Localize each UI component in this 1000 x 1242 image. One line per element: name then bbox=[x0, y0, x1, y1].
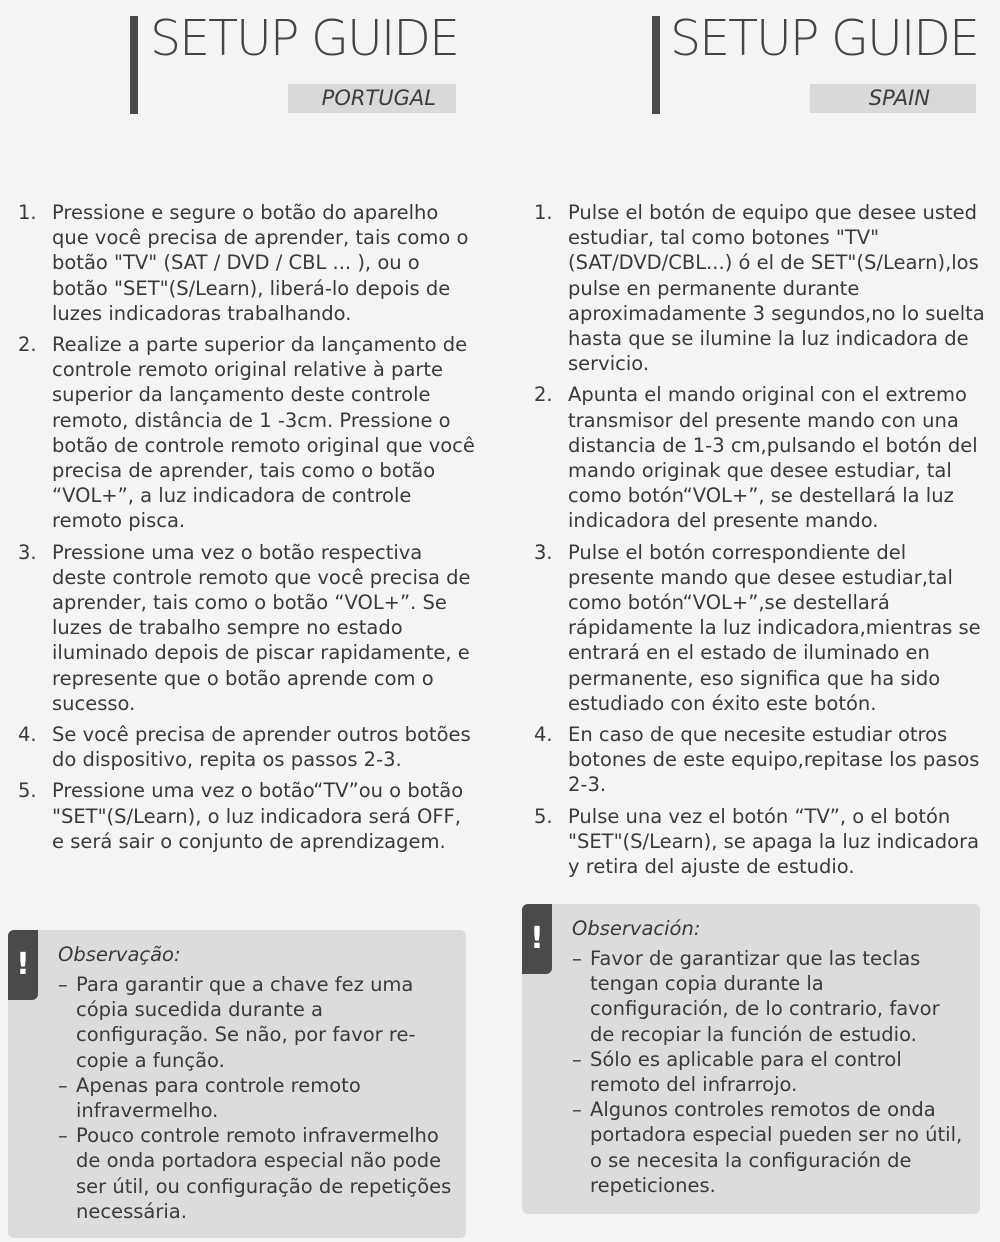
country-label: PORTUGAL bbox=[288, 84, 456, 113]
step-item bbox=[534, 382, 994, 533]
portugal-header bbox=[0, 0, 500, 150]
step-number: 4. bbox=[18, 723, 37, 747]
steps-list bbox=[534, 200, 994, 885]
step-number: 5. bbox=[534, 804, 553, 828]
note-title: Observação: bbox=[58, 943, 181, 966]
portugal-guide bbox=[0, 0, 500, 1223]
step-number: 2. bbox=[534, 383, 553, 407]
step-item bbox=[18, 778, 478, 854]
country-label: SPAIN bbox=[810, 84, 976, 113]
step-item bbox=[534, 540, 994, 716]
spain-header bbox=[516, 0, 1000, 150]
steps-list bbox=[18, 200, 478, 860]
note-text: Sólo es aplicable para el control remoto del infrarrojo. bbox=[590, 1047, 902, 1097]
step-number: 2. bbox=[18, 333, 37, 357]
step-item bbox=[534, 722, 994, 798]
title-accent-bar bbox=[130, 16, 138, 114]
step-text: Pressione uma vez o botão respectiva deste controle remoto que você precisa de aprender, tais como o botão “VOL+”. Se luzes de trabalho sempre no estado iluminado depois de piscar rapidamente, e represente que o botão aprende com o sucesso. bbox=[52, 540, 471, 715]
note-text: Algunos controles remotos de onda portadora especial pueden ser no útil, o se necesita la configuración de repeticiones. bbox=[590, 1098, 963, 1197]
step-number: 1. bbox=[534, 201, 553, 224]
step-text: Pressione e segure o botão do aparelho que você precisa de aprender, tais como o botão "TV" (SAT / DVD / CBL ... ), ou o botão "SET"(S/Learn), liberá-lo depois de luzes indicadoras trabalhando. bbox=[52, 201, 469, 325]
note-text: Pouco controle remoto infravermelho de onda portadora especial não pode ser útil, ou configuração de repetições necessária. bbox=[76, 1124, 452, 1223]
warning-icon: ! bbox=[522, 904, 552, 974]
note-item: – Sólo es aplicable para el control remoto del infrarrojo. bbox=[572, 1047, 902, 1097]
spain-guide bbox=[516, 0, 1000, 1197]
step-text: En caso de que necesite estudiar otros botones de este equipo,repitase los pasos 2-3. bbox=[568, 723, 980, 797]
step-item bbox=[18, 722, 478, 772]
note-box bbox=[8, 930, 466, 1238]
step-item bbox=[18, 200, 478, 326]
step-number: 5. bbox=[18, 779, 37, 803]
note-text: Para garantir que a chave fez uma cópia sucedida durante a configuração. Se não, por favor re-copie a função. bbox=[76, 973, 416, 1072]
step-text: Realize a parte superior da lançamento de controle remoto original relative à parte superior da lançamento deste controle remoto, distância de 1 -3cm. Pressione o botão de controle remoto original que você precisa de aprender, tais como o botão “VOL+”, a luz indicadora de controle remoto pisca. bbox=[52, 333, 475, 533]
step-text: Pulse una vez el botón “TV”, o el botón "SET"(S/Learn), se apaga la luz indicadora y retira del ajuste de estudio. bbox=[568, 804, 980, 879]
note-title: Observación: bbox=[572, 917, 701, 940]
step-item bbox=[534, 200, 994, 376]
note-text: Favor de garantizar que las teclas tengan copia durante la configuración, de lo contrario, favor de recopiar la función de estudio. bbox=[590, 947, 940, 1046]
note-item: – Pouco controle remoto infravermelho de onda portadora especial não pode ser útil, ou configuração de repetições necessária. bbox=[58, 1124, 452, 1223]
note-item: – Para garantir que a chave fez uma cópia sucedida durante a configuração. Se não, por favor re-copie a função. bbox=[58, 973, 416, 1072]
note-list bbox=[58, 972, 452, 1224]
step-item bbox=[18, 332, 478, 534]
step-text: Apunta el mando original con el extremo transmisor del presente mando con una distancia de 1-3 cm,pulsando el botón del mando originak que desee estudiar, tal como botón“VOL+”, se destellará la luz indicadora del presente mando. bbox=[568, 383, 978, 533]
step-text: Pulse el botón correspondiente del presente mando que desee estudiar,tal como botón“VOL+”,se destellará rápidamente la luz indicadora,mientras se entrará en el estado de iluminado en permanente, eso significa que ha sido estudiado con éxito este botón. bbox=[568, 540, 981, 715]
note-list bbox=[572, 946, 966, 1198]
note-item: – Algunos controles remotos de onda portadora especial pueden ser no útil, o se necesita la configuración de repeticiones. bbox=[572, 1098, 963, 1197]
step-number: 1. bbox=[18, 201, 37, 224]
step-text: Se você precisa de aprender outros botões do dispositivo, repita os passos 2-3. bbox=[52, 723, 471, 772]
note-box bbox=[522, 904, 980, 1214]
title-accent-bar bbox=[652, 16, 660, 114]
step-text: Pressione uma vez o botão“TV”ou o botão "SET"(S/Learn), o luz indicadora será OFF, e será sair o conjunto de aprendizagem. bbox=[52, 779, 464, 853]
page-title: SETUP GUIDE bbox=[670, 10, 978, 67]
step-number: 4. bbox=[534, 723, 553, 747]
note-item: – Apenas para controle remoto infravermelho. bbox=[58, 1073, 361, 1123]
page-title: SETUP GUIDE bbox=[150, 10, 458, 67]
step-text: Pulse el botón de equipo que desee usted estudiar, tal como botones "TV"(SAT/DVD/CBL...) ó el de SET"(S/Learn),los pulse en permanente durante aproximadamente 3 segundos,no lo suelta hasta que se ilumine la luz indicadora de servicio. bbox=[568, 201, 985, 376]
step-number: 3. bbox=[18, 540, 37, 564]
step-item bbox=[534, 804, 994, 880]
note-item: – Favor de garantizar que las teclas tengan copia durante la configuración, de lo contrario, favor de recopiar la función de estudio. bbox=[572, 947, 940, 1046]
note-text: Apenas para controle remoto infravermelho. bbox=[76, 1073, 361, 1123]
step-number: 3. bbox=[534, 540, 553, 564]
warning-icon: ! bbox=[8, 930, 38, 1000]
step-item bbox=[18, 540, 478, 716]
